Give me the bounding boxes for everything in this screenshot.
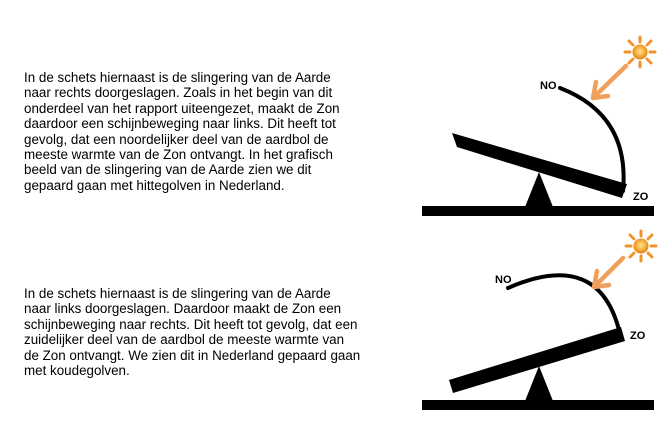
label-north-bottom: NO — [495, 274, 512, 286]
paragraph-right-swing: In de schets hiernaast is de slingering van de Aarde naar rechts doorgeslagen. Zoals in het begin van dit onderdeel van het rapport uiteengezet, maakt de Zon daardoor een schijnbeweging naar links. Dit heeft tot gevolg, dat een noordelijker deel van de aardbol de meeste warmte van de Zon ontvangt. In het grafisch beeld van de slingering van de Aarde zien we dit gepaard gaan met hittegolven in Nederland. — [24, 70, 340, 193]
fulcrum — [525, 366, 553, 401]
sketch-right-swing — [422, 37, 655, 216]
ground-bar — [422, 400, 654, 410]
sun-icon — [626, 231, 656, 261]
arrow-icon — [593, 66, 626, 98]
label-north-top: NO — [540, 80, 557, 92]
label-south-top: ZO — [633, 191, 649, 203]
label-south-bottom: ZO — [630, 330, 646, 342]
sketch-left-swing — [422, 231, 656, 410]
arrow-icon — [594, 258, 623, 287]
fulcrum — [525, 172, 553, 207]
sun-icon — [625, 37, 655, 67]
ground-bar — [422, 206, 654, 216]
paragraph-left-swing: In de schets hiernaast is de slingering van de Aarde naar links doorgeslagen. Daardoor maakt de Zon een schijnbeweging naar rechts. Dit heeft tot gevolg, dat een zuidelijker deel van de aardbol de meeste warmte van de Zon ontvangt. We zien dit in Nederland gepaard gaan met koudegolven. — [24, 286, 361, 379]
